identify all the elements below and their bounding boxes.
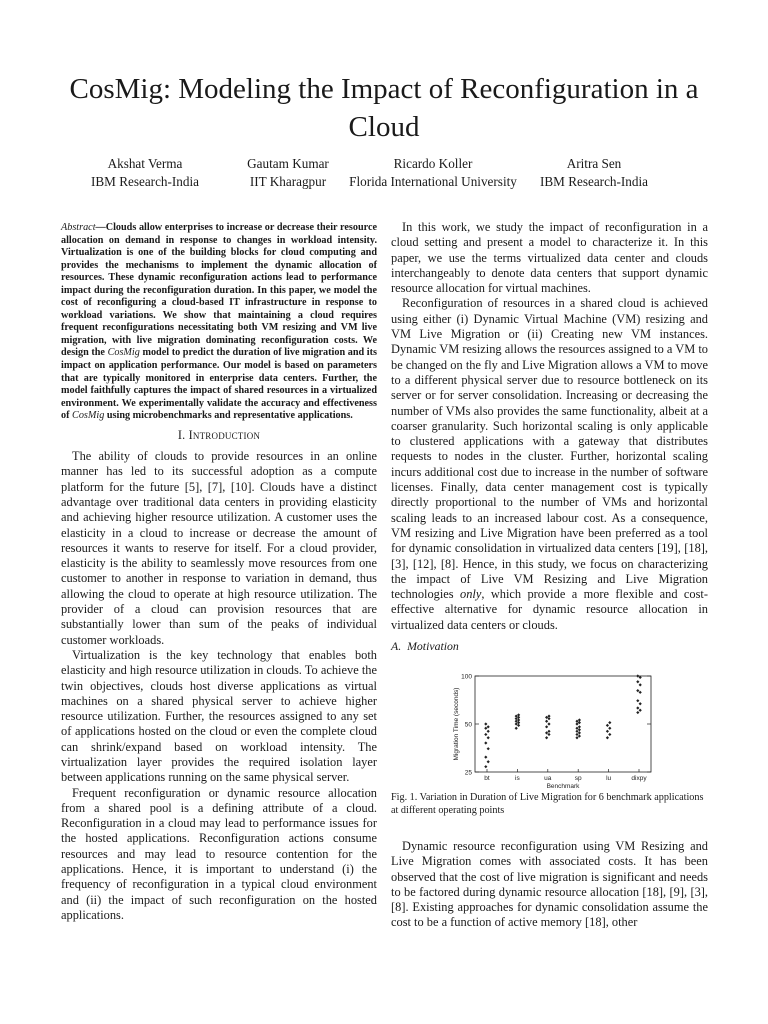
y-axis-label: Migration Time (seconds)	[453, 687, 460, 761]
data-point-dixpy	[639, 691, 642, 694]
data-point-bt	[484, 727, 487, 730]
data-point-dixpy	[636, 689, 639, 692]
y-tick-label: 25	[464, 769, 472, 777]
author-1	[90, 155, 200, 191]
data-point-ua	[545, 732, 548, 735]
section-heading	[61, 428, 377, 443]
plot-frame	[475, 676, 651, 772]
data-point-bt	[487, 736, 490, 739]
data-point-lu	[608, 721, 611, 724]
subsection-title: Motivation	[407, 639, 459, 654]
data-point-dixpy	[636, 711, 639, 714]
data-point-sp	[575, 733, 578, 736]
data-point-sp	[578, 735, 581, 738]
data-point-bt	[484, 756, 487, 759]
data-point-dixpy	[636, 707, 639, 710]
data-point-ua	[547, 730, 550, 733]
author-affiliation: Florida International University	[349, 174, 517, 189]
author-name: Ricardo Koller	[393, 156, 473, 171]
left-column	[61, 222, 377, 923]
data-point-dixpy	[639, 684, 642, 687]
data-point-bt	[484, 742, 487, 745]
data-point-ua	[547, 733, 550, 736]
x-tick-label: bt	[484, 775, 490, 783]
author-name: Gautam Kumar	[247, 156, 329, 171]
data-point-sp	[575, 730, 578, 733]
paragraph: Dynamic resource reconfiguration using VM Resizing and Live Migration comes with associated costs. It has been observed that the cost of live migration is significant and needs to be factored during dynamic resource allocation [18], [9], [3], [8]. Existing approaches for dynamic consolidation assume the cost to be a function of active memory [18], other	[391, 838, 708, 930]
subsection-heading	[391, 639, 708, 654]
data-point-dixpy	[636, 699, 639, 702]
data-point-bt	[487, 726, 490, 729]
data-point-bt	[484, 723, 487, 726]
paper-title: CosMig: Modeling the Impact of Reconfiguration in a Cloud	[69, 73, 699, 143]
data-point-ua	[545, 726, 548, 729]
paragraph-text: , which provide a more flexible and cost-effective alternative for dynamic resource allocation in virtualized data centers or clouds.	[391, 587, 708, 632]
author-affiliation: IIT Kharagpur	[249, 174, 327, 189]
x-axis-label: Benchmark	[546, 783, 580, 791]
author-name: Akshat Verma	[107, 156, 183, 171]
data-point-dixpy	[636, 680, 639, 683]
section-number: I.	[177, 427, 186, 442]
paragraph	[391, 296, 708, 633]
figure-caption: Fig. 1. Variation in Duration of Live Migration for 6 benchmark applications at different operating points	[391, 792, 704, 816]
paragraph: Virtualization is the key technology that enables both elasticity and high resource utilization in clouds. To achieve the twin objectives, clouds host diverse applications as virtual machines on a shared physical server to achieve higher resource utilization. Further, the resources assigned to any set of applications hosted on the cloud or even the complete cloud can shrink/expand based on workload intensity. The virtualization layer provides the required isolation layer between applications running on the same physical server.	[61, 647, 377, 785]
author-affiliation: IBM Research-India	[539, 174, 649, 189]
chart-labels	[453, 674, 647, 791]
paragraph: The ability of clouds to provide resources in an online manner has led to its successful adoption as a compute platform for the future [5], [7], [10]. Clouds have a distinct advantage over traditional data centers in providing elasticity and achieving higher resource utilization. A customer uses the elasticity in a cloud to increase or decrease the amount of resources it wants to reserve for itself. For a cloud provider, elasticity is the ability to seamlessly move resources from one customer to another in response to variation in demand, thus allowing the cloud to operate at high resource utilization. The provider of a cloud can provision resources that are substantially lower than sum of the peaks of individual customer workloads.	[61, 449, 377, 647]
data-point-bt	[484, 765, 487, 768]
author-name: Aritra Sen	[566, 156, 622, 171]
x-tick-label: sp	[574, 775, 582, 783]
data-point-bt	[487, 760, 490, 763]
section-title: Introduction	[188, 427, 261, 442]
data-point-bt	[487, 730, 490, 733]
chart-axes	[475, 676, 651, 772]
author-4	[536, 155, 652, 191]
data-point-sp	[578, 726, 581, 729]
data-point-is	[515, 727, 518, 730]
data-point-bt	[484, 733, 487, 736]
data-point-sp	[575, 727, 578, 730]
data-point-bt	[487, 747, 490, 750]
right-column	[391, 220, 708, 931]
chart-points	[484, 675, 642, 769]
paragraph-text: Reconfiguration of resources in a shared cloud is achieved using either (i) Dynamic Virtual Machine (VM) resizing and VM Live Migration or (ii) Creating new VM instances. Dynamic VM resizing allows the resources assigned to a VM to be changed on the fly and Live Migration allows a VM to move to a different physical server due to resource bottleneck on its server or for server consolidation. Increasing or decreasing the number of VMs also provides the same functionality, albeit at a coarser granularity. Such horizontal scaling is only applicable to clustered applications with a gateway that distributes requests to nodes in the cluster. Further, horizontal scaling incurs additional cost due to increase in the number of software licenses. Finally, data center management cost is typically directly proportional to the number of VMs and horizontal scaling leads to an increased labour cost. As a consequence, VM resizing and Live Migration have been preferred as a tool for dynamic consolidation in virtualized data centers [19], [18], [3], [12], [8]. Hence, in this study, we focus on characterizing the impact of Live VM Resizing and Live Migration technologies	[391, 296, 708, 602]
abstract-model-name: CosMig	[107, 347, 140, 359]
data-point-lu	[606, 730, 609, 733]
author-affiliation: IBM Research-India	[90, 174, 200, 189]
y-tick-label: 50	[464, 721, 472, 729]
subsection-label: A.	[391, 639, 402, 654]
x-tick-label: ua	[544, 775, 552, 783]
data-point-ua	[545, 736, 548, 739]
data-point-dixpy	[639, 709, 642, 712]
data-point-sp	[578, 728, 581, 731]
author-3	[342, 155, 524, 191]
abstract-model-name: CosMig	[72, 410, 105, 422]
y-tick-label: 100	[461, 673, 472, 681]
paragraph: In this work, we study the impact of reconfiguration in a cloud setting and present a model to characterize it. In this paper, we use the terms virtualized data center and clouds interchangeably to denote data centers that support dynamic resource allocation for virtual machines.	[391, 220, 708, 296]
x-tick-label: dixpy	[631, 775, 647, 783]
data-point-ua	[545, 720, 548, 723]
abstract-text-2: model to predict the duration of live migration and its impact on application performance. Our model is based on parameters that are typically monitored in enterprise data centers. Further, the model faithfully captures the impact of shared resources in a virtualized environment. We experimentally validate the accuracy and effectiveness of	[61, 347, 377, 422]
data-point-lu	[606, 736, 609, 739]
emphasis-only: only	[460, 587, 482, 602]
data-point-lu	[606, 724, 609, 727]
abstract-text-1: —Clouds allow enterprises to increase or decrease their resource allocation on demand in response to changes in workload intensity. Virtualization is one of the building blocks for cloud computing and provides the mechanisms to implement the dynamic allocation of resources. These dynamic reconfiguration actions lead to performance impact during the reconfiguration duration. In this paper, we model the cost of reconfiguring a cloud-based IT infrastructure in response to workload variations. We show that maintaining a cloud requires frequent reconfigurations necessitating both VM resizing and VM live migration, with live migration dominating reconfiguration costs. We design the	[61, 222, 377, 359]
abstract	[61, 222, 377, 423]
x-tick-label: is	[515, 775, 520, 783]
data-point-sp	[575, 736, 578, 739]
data-point-lu	[608, 733, 611, 736]
figure-1	[391, 662, 708, 791]
abstract-lead: Abstract	[61, 222, 96, 233]
x-tick-label: lu	[606, 775, 612, 783]
data-point-sp	[578, 732, 581, 735]
data-point-dixpy	[639, 702, 642, 705]
migration-time-chart	[391, 662, 708, 791]
paragraph: Frequent reconfiguration or dynamic resource allocation from a shared pool is a defining attribute of a cloud. Reconfiguration in a cloud may lead to performance issues for the hosted applications. Reconfiguration actions consume resources and may lead to resource contention for the applications. Hence, it is important to understand (i) the frequency of reconfiguration in a typical cloud environment and (ii) the impact of such reconfiguration on the hosted applications.	[61, 785, 377, 922]
author-2	[238, 155, 338, 191]
abstract-text-3: using microbenchmarks and representative applications.	[104, 410, 353, 422]
data-point-ua	[547, 723, 550, 726]
data-point-lu	[608, 727, 611, 730]
